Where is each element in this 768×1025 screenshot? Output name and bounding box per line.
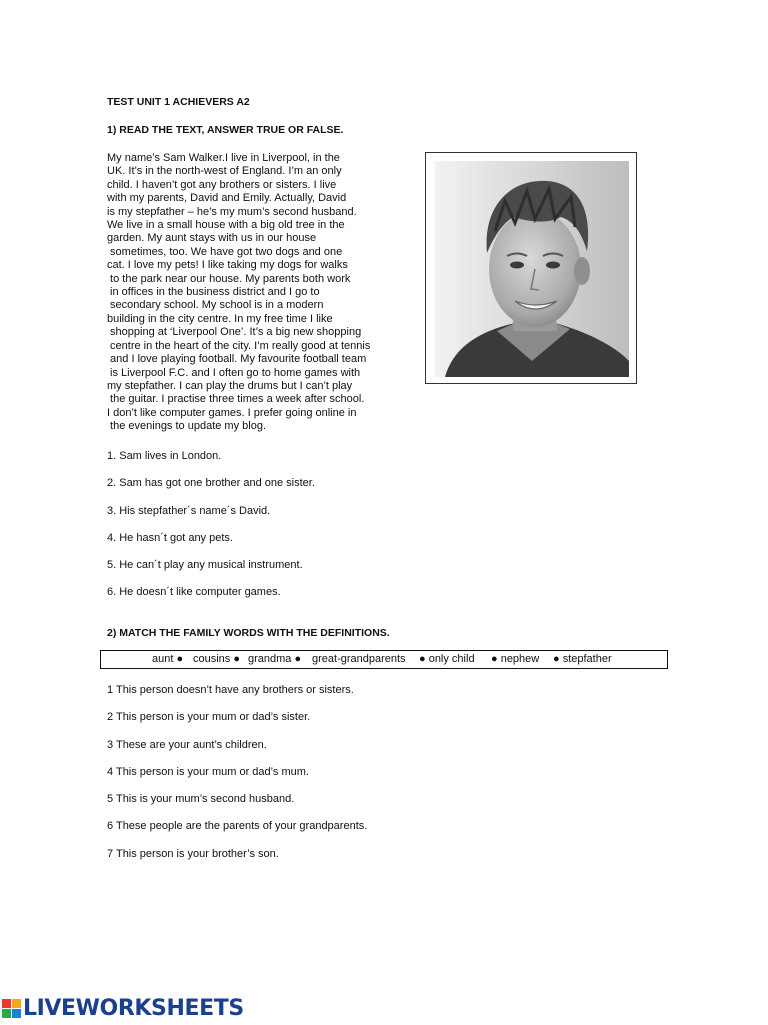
- statement-item: 5. He can´t play any musical instrument.: [107, 559, 303, 572]
- section-1-heading: 1) READ THE TEXT, ANSWER TRUE OR FALSE.: [107, 124, 344, 136]
- word-bank-item: great-grandparents: [312, 653, 406, 665]
- passage-line: UK. It’s in the north-west of England. I’m an only: [107, 165, 342, 178]
- definition-item: 1 This person doesn’t have any brothers or sisters.: [107, 684, 354, 696]
- word-bank-item: ● nephew: [491, 653, 540, 665]
- word-bank-item: ● stepfather: [553, 653, 612, 665]
- word-bank-item: ● only child: [419, 653, 475, 665]
- statement-item: 6. He doesn´t like computer games.: [107, 586, 281, 599]
- passage-line: my stepfather. I can play the drums but I can’t play: [107, 379, 353, 392]
- passage-line: My name’s Sam Walker.I live in Liverpool, in the: [107, 152, 340, 164]
- definition-item: 4 This person is your mum or dad’s mum.: [107, 765, 309, 778]
- definition-item: 7 This person is your brother’s son.: [107, 847, 279, 860]
- word-bank-item: grandma ●: [248, 653, 302, 665]
- logo-text: LIVEWORKSHEETS: [23, 996, 244, 1021]
- passage-line: centre in the heart of the city. I’m really good at tennis: [107, 339, 371, 352]
- liveworksheets-logo[interactable]: [2, 996, 244, 1021]
- reading-passage: [107, 152, 407, 434]
- passage-line: child. I haven’t got any brothers or sisters. I live: [107, 178, 337, 191]
- definitions-list: [107, 683, 367, 874]
- passage-line: with my parents, David and Emily. Actually, David: [107, 192, 347, 205]
- statement-item: 2. Sam has got one brother and one sister.: [107, 477, 315, 490]
- passage-line: the evenings to update my blog.: [107, 420, 266, 433]
- true-false-statements: [107, 449, 315, 613]
- passage-line: building in the city centre. In my free time I like: [107, 312, 333, 325]
- page-title: TEST UNIT 1 ACHIEVERS A2: [107, 96, 250, 108]
- passage-line: cat. I love my pets! I like taking my dogs for walks: [107, 259, 348, 272]
- passage-line: I don’t like computer games. I prefer going online in: [107, 406, 357, 419]
- passage-line: to the park near our house. My parents both work: [107, 272, 351, 285]
- section-2-heading: 2) MATCH THE FAMILY WORDS WITH THE DEFINITIONS.: [107, 627, 390, 639]
- definition-item: 3 These are your aunt’s children.: [107, 738, 267, 751]
- statement-item: 3. His stepfather´s name´s David.: [107, 504, 271, 517]
- definition-item: 2 This person is your mum or dad’s sister.: [107, 711, 311, 724]
- statement-item: 4. He hasn´t got any pets.: [107, 531, 233, 544]
- definition-item: 6 These people are the parents of your grandparents.: [107, 820, 368, 833]
- passage-line: in offices in the business district and I go to: [107, 286, 320, 299]
- passage-line: We live in a small house with a big old tree in the: [107, 219, 345, 232]
- passage-line: and I love playing football. My favourite football team: [107, 353, 367, 366]
- statement-item: 1. Sam lives in London.: [107, 450, 222, 462]
- liveworksheets-logo-icon: [2, 998, 22, 1020]
- passage-line: the guitar. I practise three times a week after school.: [107, 393, 365, 406]
- passage-line: garden. My aunt stays with us in our house: [107, 232, 317, 245]
- passage-line: secondary school. My school is in a modern: [107, 299, 324, 312]
- passage-line: is Liverpool F.C. and I often go to home games with: [107, 366, 361, 379]
- passage-line: shopping at ‘Liverpool One’. It’s a big new shopping: [107, 326, 362, 339]
- word-bank-item: aunt ●: [152, 653, 184, 665]
- passage-line: is my stepfather – he’s my mum’s second husband.: [107, 205, 357, 218]
- passage-line: sometimes, too. We have got two dogs and one: [107, 245, 343, 258]
- boy-portrait-image: [435, 161, 629, 377]
- definition-item: 5 This is your mum’s second husband.: [107, 793, 295, 806]
- word-bank-box: [100, 650, 668, 669]
- word-bank-item: cousins ●: [193, 653, 240, 665]
- boy-portrait-photo: [425, 152, 637, 384]
